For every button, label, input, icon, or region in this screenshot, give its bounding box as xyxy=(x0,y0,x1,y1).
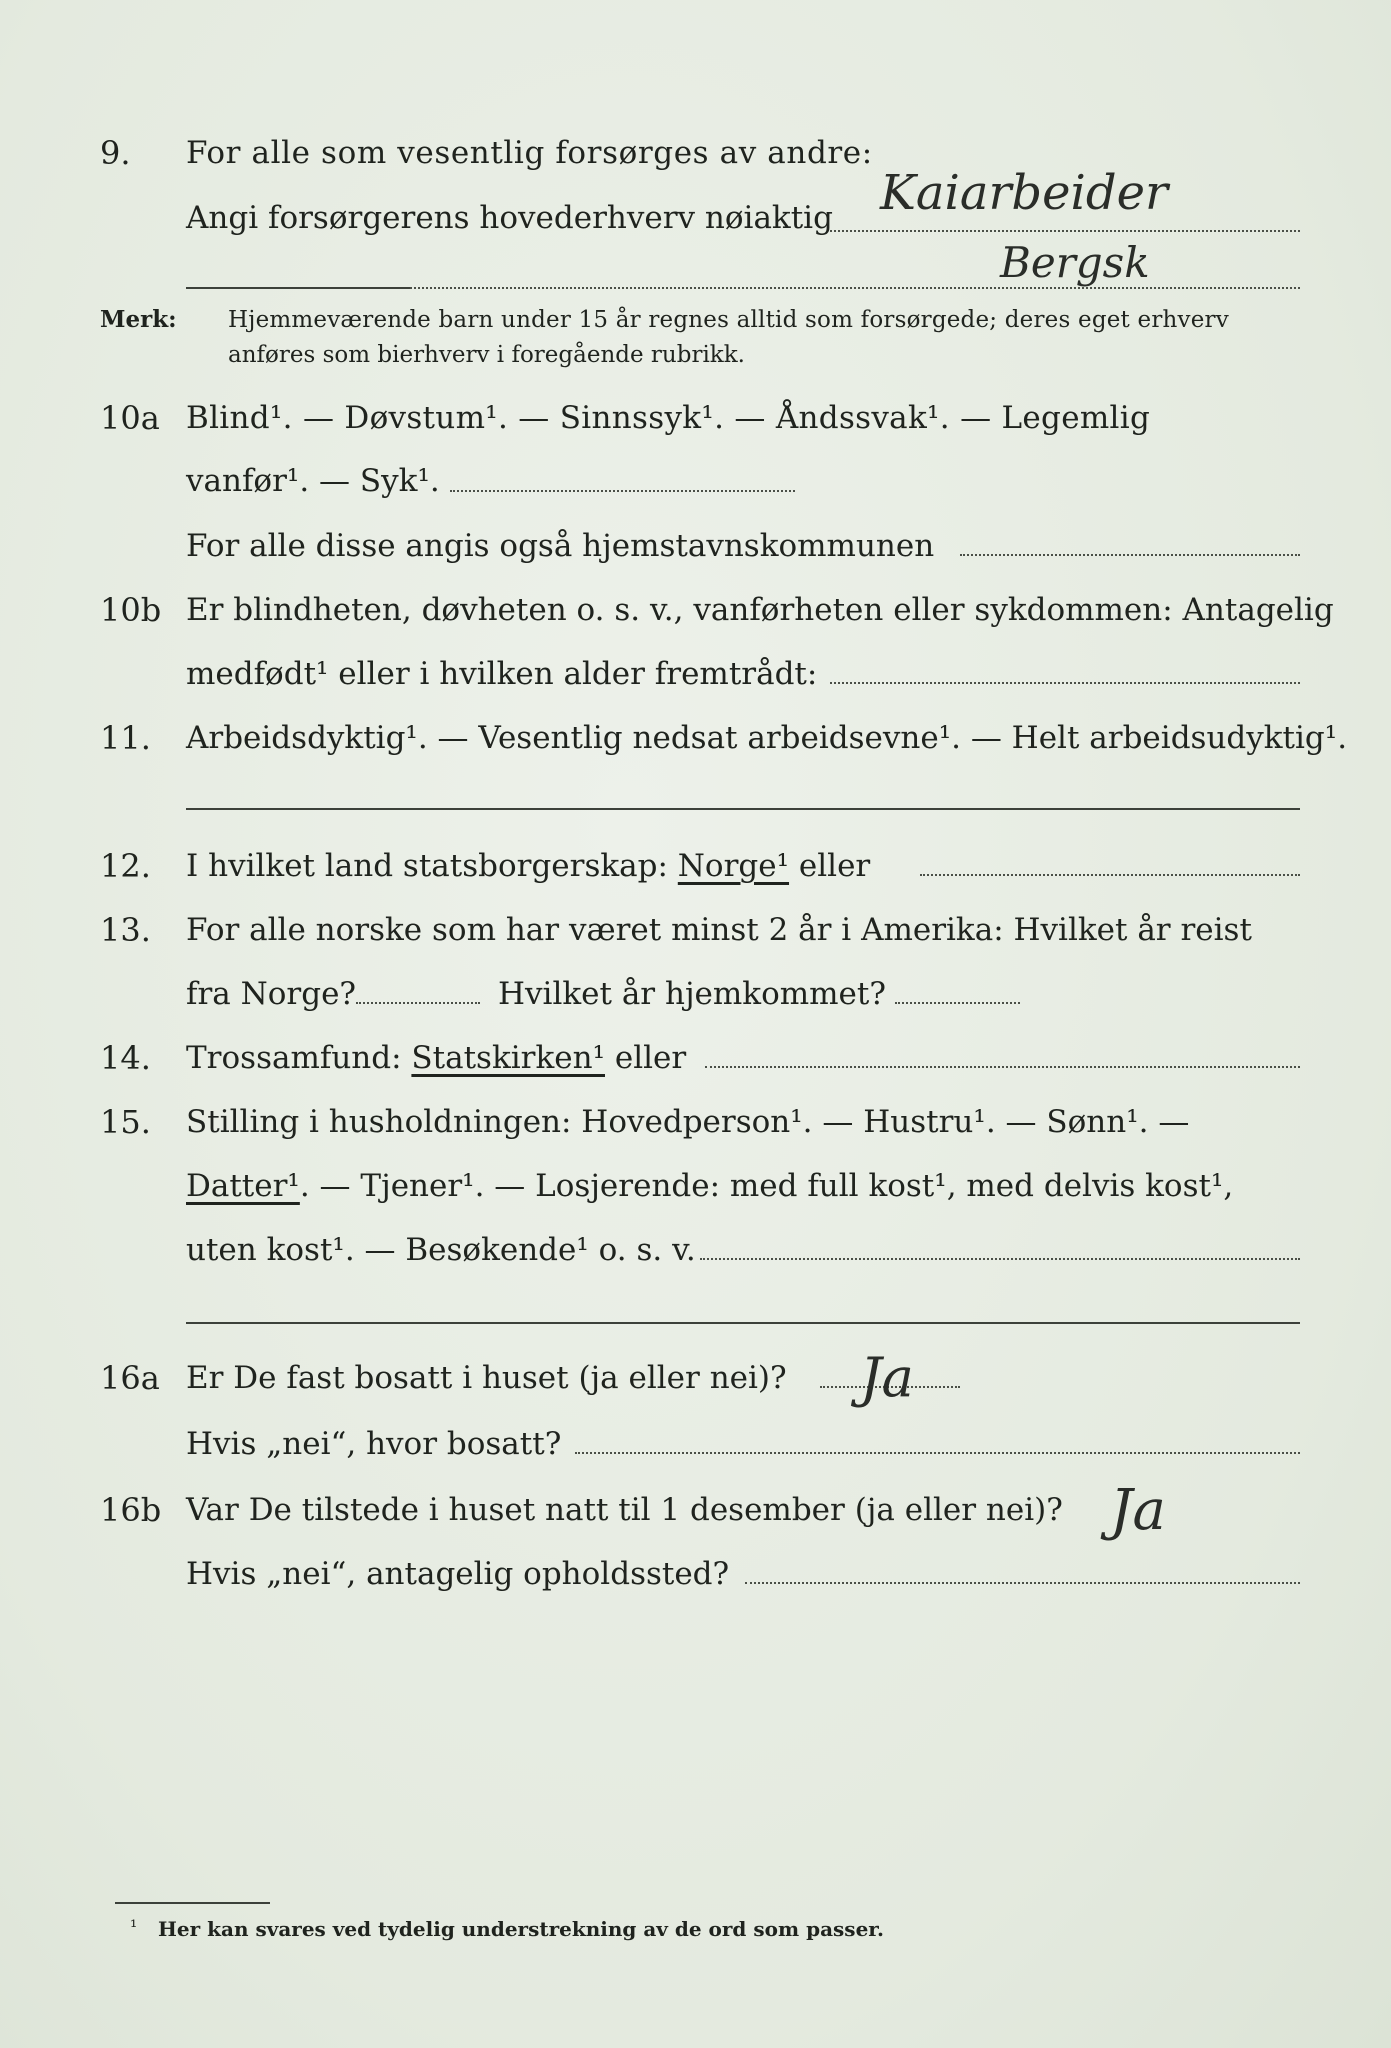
footnote-marker: ¹ xyxy=(130,1917,138,1938)
q9-answer-line xyxy=(830,230,1300,232)
merk-label: Merk: xyxy=(100,306,177,333)
q16a-bosatt-fill xyxy=(575,1452,1300,1454)
q13-hjemkommet-fill xyxy=(895,1002,1020,1004)
q16b-number: 16b xyxy=(100,1491,162,1529)
q16b-handwritten-answer: Ja xyxy=(1110,1478,1166,1543)
q13-line1: For alle norske som har været minst 2 år i Amerika: Hvilket år reist xyxy=(186,912,1252,948)
q9-solid-rule xyxy=(186,287,410,289)
q14-fill xyxy=(705,1066,1300,1068)
q10b-line1: Er blindheten, døvheten o. s. v., vanførheten eller sykdommen: Antagelig xyxy=(186,592,1334,628)
q16a-handwritten-answer: Ja xyxy=(860,1346,914,1409)
q14-underlined-statskirken: Statskirken¹ xyxy=(411,1040,605,1076)
q12-underlined-norge: Norge¹ xyxy=(677,848,790,884)
q16b-line2: Hvis „nei“, antagelig opholdssted? xyxy=(186,1556,730,1592)
q16a-number: 16a xyxy=(100,1359,160,1397)
q10a-line3: For alle disse angis også hjemstavnskommunen xyxy=(186,528,935,564)
q11-rule xyxy=(186,808,1300,810)
merk-line2: anføres som bierhverv i foregående rubrikk. xyxy=(228,342,745,368)
q13-line2b: Hvilket år hjemkommet? xyxy=(498,976,886,1012)
q13-reist-fill xyxy=(356,1002,480,1004)
q10a-number: 10a xyxy=(100,399,160,437)
q12-number: 12. xyxy=(100,847,151,885)
q16a-line2: Hvis „nei“, hvor bosatt? xyxy=(186,1426,562,1462)
q10b-fill xyxy=(830,682,1300,684)
q16a-line1: Er De fast bosatt i huset (ja eller nei)? xyxy=(186,1360,787,1396)
q11-line1: Arbeidsdyktig¹. — Vesentlig nedsat arbeidsevne¹. — Helt arbeidsudyktig¹. xyxy=(186,720,1348,756)
q9-handwritten-answer2: Bergsk xyxy=(1000,238,1150,287)
q9-handwritten-answer1: Kaiarbeider xyxy=(880,165,1168,221)
q10b-line2: medfødt¹ eller i hvilken alder fremtrådt: xyxy=(186,656,818,692)
q15-number: 15. xyxy=(100,1103,151,1141)
q13-line2a: fra Norge? xyxy=(186,976,357,1012)
q15-line2-rest: . — Tjener¹. — Losjerende: med full kost¹, med delvis kost¹, xyxy=(299,1168,1234,1204)
q10a-line2: vanfør¹. — Syk¹. xyxy=(186,463,440,499)
q10a-line1: Blind¹. — Døvstum¹. — Sinnssyk¹. — Åndssvak¹. — Legemlig xyxy=(186,400,1151,436)
q14-prefix: Trossamfund: xyxy=(186,1040,402,1076)
q15-line1: Stilling i husholdningen: Hovedperson¹. — Hustru¹. — Sønn¹. — xyxy=(186,1104,1190,1140)
q15-fill xyxy=(700,1258,1300,1260)
q16b-line1: Var De tilstede i huset natt til 1 desember (ja eller nei)? xyxy=(186,1492,1063,1528)
q15-line3: uten kost¹. — Besøkende¹ o. s. v. xyxy=(186,1232,696,1268)
footnote-text: Her kan svares ved tydelig understrekning av de ord som passer. xyxy=(158,1917,884,1941)
footnote-rule xyxy=(115,1902,270,1904)
q9-number: 9. xyxy=(100,134,131,172)
q13-number: 13. xyxy=(100,911,151,949)
q10b-number: 10b xyxy=(100,591,162,629)
q15-line2 xyxy=(186,1166,1233,1206)
q9-line2: Angi forsørgerens hovederhverv nøiaktig xyxy=(186,200,833,236)
q10a-hjemstavn-fill xyxy=(960,554,1300,556)
merk-line1: Hjemmeværende barn under 15 år regnes alltid som forsørgede; deres eget erhverv xyxy=(228,307,1229,333)
q12-line xyxy=(186,846,870,886)
q11-number: 11. xyxy=(100,719,151,757)
q14-line xyxy=(186,1038,686,1078)
q14-number: 14. xyxy=(100,1039,151,1077)
q10a-syk-fill xyxy=(450,490,795,492)
q16b-fill xyxy=(745,1582,1300,1584)
q14-suffix: eller xyxy=(614,1040,687,1076)
q12-prefix: I hvilket land statsborgerskap: xyxy=(186,848,668,884)
q15-rule xyxy=(186,1322,1300,1324)
q12-fill xyxy=(920,874,1300,876)
q9-line1: For alle som vesentlig forsørges av andre: xyxy=(186,135,873,171)
q9-dotted-rule xyxy=(410,287,1300,289)
q12-suffix: eller xyxy=(798,848,871,884)
q15-underlined-datter: Datter¹ xyxy=(186,1168,300,1204)
